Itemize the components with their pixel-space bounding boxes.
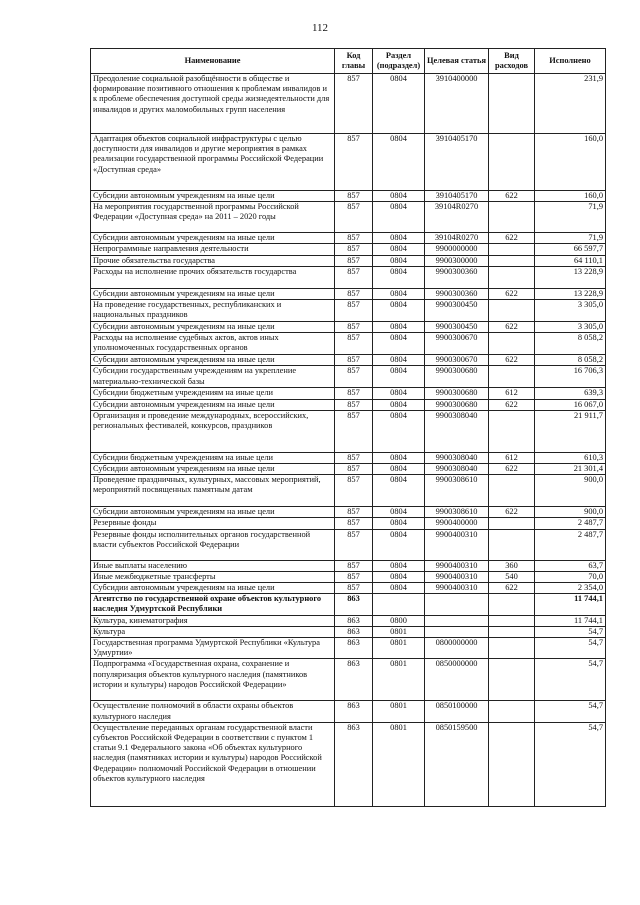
table-row <box>91 583 606 594</box>
cell-article: 9900300670 <box>425 333 489 355</box>
cell-code: 857 <box>335 244 373 255</box>
table-row <box>91 300 606 322</box>
cell-code: 857 <box>335 529 373 560</box>
cell-code: 857 <box>335 255 373 266</box>
cell-code: 857 <box>335 388 373 399</box>
cell-section: 0804 <box>373 266 425 288</box>
cell-article: 9900400310 <box>425 529 489 560</box>
cell-name: Субсидии бюджетным учреждениям на иные цели <box>91 452 335 463</box>
cell-section: 0804 <box>373 583 425 594</box>
cell-section: 0801 <box>373 659 425 701</box>
table-row <box>91 202 606 233</box>
cell-value: 900,0 <box>535 475 606 507</box>
table-row <box>91 191 606 202</box>
cell-value: 54,7 <box>535 638 606 659</box>
table-row <box>91 560 606 571</box>
cell-section: 0804 <box>373 507 425 518</box>
table-row <box>91 615 606 626</box>
cell-expense <box>489 518 535 529</box>
cell-section: 0804 <box>373 202 425 233</box>
cell-article: 39104R0270 <box>425 202 489 233</box>
table-row <box>91 410 606 452</box>
cell-value: 66 597,7 <box>535 244 606 255</box>
header-article: Целевая статья <box>425 49 489 74</box>
cell-name: Субсидии государственным учреждениям на укрепление материально-технической базы <box>91 366 335 388</box>
cell-name: Резервные фонды исполнительных органов государственной власти субъектов Российской Федерации <box>91 529 335 560</box>
cell-code: 857 <box>335 74 373 134</box>
cell-name: Резервные фонды <box>91 518 335 529</box>
cell-value: 11 744,1 <box>535 615 606 626</box>
table-row <box>91 571 606 582</box>
table-row <box>91 701 606 722</box>
header-value: Исполнено <box>535 49 606 74</box>
cell-code: 857 <box>335 322 373 333</box>
cell-name: Государственная программа Удмуртской Республики «Культура Удмуртии» <box>91 638 335 659</box>
cell-code: 863 <box>335 594 373 615</box>
cell-article: 9900300450 <box>425 300 489 322</box>
cell-expense: 540 <box>489 571 535 582</box>
cell-name: Субсидии автономным учреждениям на иные цели <box>91 322 335 333</box>
cell-value: 21 911,7 <box>535 410 606 452</box>
cell-name: Преодоление социальной разобщённости в обществе и формирование позитивного отношения к проблемам инвалидов и к проблеме обеспечения доступной среды жизнедеятельности для инвалидов и других маломобильных групп населения <box>91 74 335 134</box>
cell-name: Расходы на исполнение судебных актов, актов иных уполномоченных государственных органов <box>91 333 335 355</box>
cell-article: 9900300360 <box>425 288 489 299</box>
table-row <box>91 594 606 615</box>
cell-code: 857 <box>335 399 373 410</box>
cell-code: 857 <box>335 266 373 288</box>
table-row <box>91 322 606 333</box>
cell-value: 160,0 <box>535 134 606 191</box>
cell-section: 0804 <box>373 464 425 475</box>
cell-value: 54,7 <box>535 701 606 722</box>
cell-article: 0850159500 <box>425 722 489 806</box>
cell-name: Субсидии автономным учреждениям на иные цели <box>91 507 335 518</box>
table-row <box>91 366 606 388</box>
cell-section: 0804 <box>373 529 425 560</box>
cell-value: 2 487,7 <box>535 518 606 529</box>
cell-name: Иные межбюджетные трансферты <box>91 571 335 582</box>
cell-expense <box>489 202 535 233</box>
cell-article: 9900000000 <box>425 244 489 255</box>
cell-article: 9900308610 <box>425 475 489 507</box>
cell-value: 3 305,0 <box>535 300 606 322</box>
cell-value: 54,7 <box>535 722 606 806</box>
cell-code: 857 <box>335 355 373 366</box>
cell-name: Проведение праздничных, культурных, массовых мероприятий, мероприятий посвященных памятным датам <box>91 475 335 507</box>
cell-code: 857 <box>335 452 373 463</box>
page-number: 112 <box>311 22 329 34</box>
cell-name: Подпрограмма «Государственная охрана, сохранение и популяризация объектов культурного наследия (памятников истории и культуры) народов Российской Федерации» <box>91 659 335 701</box>
cell-expense: 622 <box>489 322 535 333</box>
cell-expense <box>489 255 535 266</box>
cell-name: Субсидии автономным учреждениям на иные цели <box>91 288 335 299</box>
cell-code: 857 <box>335 300 373 322</box>
cell-article: 9900300680 <box>425 366 489 388</box>
header-code: Код главы <box>335 49 373 74</box>
cell-section: 0800 <box>373 615 425 626</box>
cell-expense <box>489 74 535 134</box>
header-section: Раздел (подраздел) <box>373 49 425 74</box>
cell-name: Субсидии бюджетным учреждениям на иные цели <box>91 388 335 399</box>
cell-article: 9900400310 <box>425 560 489 571</box>
cell-section: 0804 <box>373 322 425 333</box>
table-row <box>91 388 606 399</box>
cell-value: 21 301,4 <box>535 464 606 475</box>
cell-code: 857 <box>335 583 373 594</box>
cell-expense: 360 <box>489 560 535 571</box>
header-name: Наименование <box>91 49 335 74</box>
cell-code: 863 <box>335 615 373 626</box>
table-row <box>91 134 606 191</box>
cell-article: 0850100000 <box>425 701 489 722</box>
cell-name: Прочие обязательства государства <box>91 255 335 266</box>
table-row <box>91 507 606 518</box>
cell-section: 0804 <box>373 74 425 134</box>
cell-article: 9900400000 <box>425 518 489 529</box>
table-header-row <box>91 49 606 74</box>
cell-value: 54,7 <box>535 626 606 637</box>
cell-section: 0804 <box>373 560 425 571</box>
cell-article <box>425 626 489 637</box>
cell-expense: 622 <box>489 583 535 594</box>
cell-name: Расходы на исполнение прочих обязательств государства <box>91 266 335 288</box>
cell-section: 0804 <box>373 388 425 399</box>
table-row <box>91 333 606 355</box>
cell-name: Агентство по государственной охране объектов культурного наследия Удмуртской Республики <box>91 594 335 615</box>
cell-code: 857 <box>335 233 373 244</box>
cell-expense <box>489 638 535 659</box>
cell-value: 16 067,0 <box>535 399 606 410</box>
cell-value: 13 228,9 <box>535 288 606 299</box>
cell-article: 9900308040 <box>425 464 489 475</box>
cell-name: Культура <box>91 626 335 637</box>
cell-value: 13 228,9 <box>535 266 606 288</box>
cell-article: 9900400310 <box>425 583 489 594</box>
cell-section: 0804 <box>373 571 425 582</box>
cell-section: 0804 <box>373 333 425 355</box>
cell-code: 857 <box>335 333 373 355</box>
cell-expense: 622 <box>489 355 535 366</box>
cell-section: 0801 <box>373 701 425 722</box>
cell-section: 0804 <box>373 233 425 244</box>
table-row <box>91 399 606 410</box>
cell-article <box>425 615 489 626</box>
cell-expense: 622 <box>489 507 535 518</box>
table-row <box>91 638 606 659</box>
cell-section: 0801 <box>373 722 425 806</box>
cell-name: Осуществление полномочий в области охраны объектов культурного наследия <box>91 701 335 722</box>
cell-section: 0804 <box>373 300 425 322</box>
table-row <box>91 244 606 255</box>
cell-section: 0804 <box>373 134 425 191</box>
cell-expense <box>489 410 535 452</box>
cell-article: 9900300680 <box>425 399 489 410</box>
table-row <box>91 464 606 475</box>
cell-expense <box>489 244 535 255</box>
cell-name: Организация и проведение международных, всероссийских, региональных фестивалей, конкурсов, праздников <box>91 410 335 452</box>
cell-section: 0804 <box>373 399 425 410</box>
cell-section: 0804 <box>373 452 425 463</box>
cell-value: 54,7 <box>535 659 606 701</box>
table-row <box>91 452 606 463</box>
cell-expense <box>489 333 535 355</box>
cell-article: 3910400000 <box>425 74 489 134</box>
cell-article: 9900300360 <box>425 266 489 288</box>
cell-value: 610,3 <box>535 452 606 463</box>
cell-name: На мероприятия государственной программы Российской Федерации «Доступная среда» на 2011 – 2020 годы <box>91 202 335 233</box>
cell-value: 8 058,2 <box>535 333 606 355</box>
cell-code: 863 <box>335 638 373 659</box>
cell-value: 160,0 <box>535 191 606 202</box>
table-row <box>91 266 606 288</box>
cell-value: 2 354,0 <box>535 583 606 594</box>
cell-code: 863 <box>335 722 373 806</box>
table-row <box>91 288 606 299</box>
table-row <box>91 74 606 134</box>
cell-section: 0804 <box>373 244 425 255</box>
cell-section: 0804 <box>373 355 425 366</box>
cell-code: 857 <box>335 475 373 507</box>
cell-expense <box>489 529 535 560</box>
cell-expense <box>489 300 535 322</box>
cell-expense <box>489 701 535 722</box>
cell-code: 857 <box>335 464 373 475</box>
cell-code: 857 <box>335 410 373 452</box>
cell-value: 3 305,0 <box>535 322 606 333</box>
cell-code: 863 <box>335 626 373 637</box>
cell-name: Субсидии автономным учреждениям на иные цели <box>91 464 335 475</box>
cell-section: 0804 <box>373 255 425 266</box>
cell-value: 11 744,1 <box>535 594 606 615</box>
cell-code: 857 <box>335 366 373 388</box>
table-row <box>91 355 606 366</box>
cell-value: 900,0 <box>535 507 606 518</box>
cell-value: 71,9 <box>535 233 606 244</box>
cell-expense: 612 <box>489 452 535 463</box>
budget-table <box>90 48 606 807</box>
cell-section: 0804 <box>373 410 425 452</box>
cell-expense <box>489 594 535 615</box>
cell-expense: 622 <box>489 464 535 475</box>
cell-expense <box>489 366 535 388</box>
cell-code: 857 <box>335 507 373 518</box>
table-row <box>91 233 606 244</box>
cell-name: Иные выплаты населению <box>91 560 335 571</box>
cell-expense: 622 <box>489 233 535 244</box>
cell-article: 39104R0270 <box>425 233 489 244</box>
cell-section: 0804 <box>373 288 425 299</box>
cell-article: 0800000000 <box>425 638 489 659</box>
cell-expense: 622 <box>489 399 535 410</box>
cell-section: 0804 <box>373 475 425 507</box>
cell-name: Субсидии автономным учреждениям на иные цели <box>91 233 335 244</box>
cell-code: 857 <box>335 288 373 299</box>
table-row <box>91 518 606 529</box>
cell-article: 9900308040 <box>425 410 489 452</box>
cell-code: 863 <box>335 659 373 701</box>
cell-name: На проведение государственных, республиканских и национальных праздников <box>91 300 335 322</box>
table-row <box>91 722 606 806</box>
cell-article: 3910405170 <box>425 191 489 202</box>
cell-code: 857 <box>335 560 373 571</box>
cell-name: Непрограммные направления деятельности <box>91 244 335 255</box>
cell-value: 64 110,1 <box>535 255 606 266</box>
table-row <box>91 659 606 701</box>
table-row <box>91 255 606 266</box>
table-row <box>91 529 606 560</box>
cell-expense <box>489 475 535 507</box>
cell-code: 857 <box>335 202 373 233</box>
cell-expense: 612 <box>489 388 535 399</box>
cell-article <box>425 594 489 615</box>
cell-section: 0804 <box>373 366 425 388</box>
cell-name: Культура, кинематография <box>91 615 335 626</box>
cell-article: 9900300000 <box>425 255 489 266</box>
cell-section: 0801 <box>373 638 425 659</box>
header-expense: Вид расходов <box>489 49 535 74</box>
cell-value: 70,0 <box>535 571 606 582</box>
cell-name: Субсидии автономным учреждениям на иные цели <box>91 355 335 366</box>
cell-expense <box>489 266 535 288</box>
cell-article: 9900308610 <box>425 507 489 518</box>
cell-code: 857 <box>335 571 373 582</box>
cell-article: 9900308040 <box>425 452 489 463</box>
cell-article: 0850000000 <box>425 659 489 701</box>
cell-name: Субсидии автономным учреждениям на иные цели <box>91 191 335 202</box>
cell-value: 639,3 <box>535 388 606 399</box>
cell-code: 857 <box>335 518 373 529</box>
cell-code: 863 <box>335 701 373 722</box>
cell-article: 9900400310 <box>425 571 489 582</box>
cell-value: 8 058,2 <box>535 355 606 366</box>
cell-name: Адаптация объектов социальной инфраструктуры с целью доступности для инвалидов и другие мероприятия в рамках реализации государственной программы Российской Федерации «Доступная среда» <box>91 134 335 191</box>
cell-section <box>373 594 425 615</box>
cell-value: 2 487,7 <box>535 529 606 560</box>
cell-expense: 622 <box>489 191 535 202</box>
cell-name: Субсидии автономным учреждениям на иные цели <box>91 583 335 594</box>
cell-article: 9900300450 <box>425 322 489 333</box>
cell-article: 3910405170 <box>425 134 489 191</box>
cell-code: 857 <box>335 191 373 202</box>
cell-name: Осуществление переданных органам государственной власти субъектов Российской Федерации в соответствии с пунктом 1 статьи 9.1 Федерального закона «Об объектах культурного наследия (памятниках истории и культуры) народов Российской Федерации» полномочий Российской Федерации в отношении объектов культурного наследия <box>91 722 335 806</box>
cell-expense <box>489 626 535 637</box>
cell-section: 0801 <box>373 626 425 637</box>
cell-article: 9900300680 <box>425 388 489 399</box>
cell-article: 9900300670 <box>425 355 489 366</box>
cell-value: 71,9 <box>535 202 606 233</box>
cell-value: 16 706,3 <box>535 366 606 388</box>
cell-expense <box>489 615 535 626</box>
cell-value: 63,7 <box>535 560 606 571</box>
cell-name: Субсидии автономным учреждениям на иные цели <box>91 399 335 410</box>
cell-value: 231,9 <box>535 74 606 134</box>
cell-expense <box>489 659 535 701</box>
cell-section: 0804 <box>373 191 425 202</box>
cell-section: 0804 <box>373 518 425 529</box>
cell-expense <box>489 134 535 191</box>
cell-code: 857 <box>335 134 373 191</box>
table-row <box>91 626 606 637</box>
table-row <box>91 475 606 507</box>
cell-expense: 622 <box>489 288 535 299</box>
cell-expense <box>489 722 535 806</box>
